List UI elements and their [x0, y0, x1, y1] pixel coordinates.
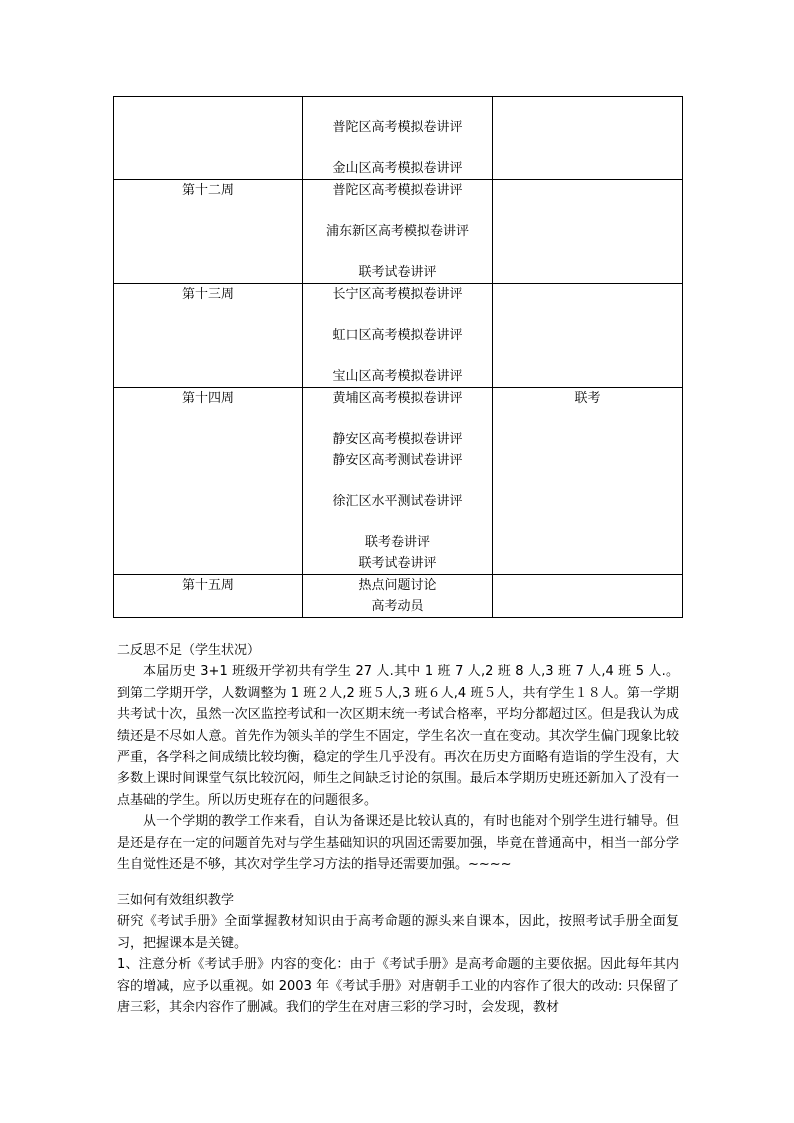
content-item: 静安区高考模拟卷讲评 [332, 432, 463, 447]
note-label: 联考 [574, 391, 601, 406]
content-cell [303, 575, 493, 618]
paragraph: 本届历史 3+1 班级开学初共有学生 27 人.其中 1 班 7 人,2 班 8 人,3 班 7 人,4 班 5 人.。到第二学期开学，人数调整为 1 班２人,2 班５人,3 班６人,4 班５人，共有学生１８人。第一学期共考试十次，虽然一次区监控考试和一次区期末统一考试合格率，平均分都超过区。但是我认为成绩还是不尽如人意。首先作为领头羊的学生不固定，学生名次一直在变动。其次学生偏门现象比较严重，各学科之间成绩比较均衡，稳定的学生几乎没有。再次在历史方面略有造诣的学生没有，大多数上课时间课堂气氛比较沉闷，师生之间缺乏讨论的氛围。最后本学期历史班还新加入了没有一点基础的学生。所以历史班存在的问题很多。 [117, 664, 679, 808]
week-label: 第十三周 [181, 287, 234, 302]
spacer [303, 305, 492, 325]
note-cell [493, 284, 683, 388]
content-item: 热点问题讨论 [358, 578, 437, 593]
week-cell [114, 575, 303, 618]
content-item: 虹口区高考模拟卷讲评 [332, 328, 463, 343]
content-cell [303, 97, 493, 180]
note-cell [493, 180, 683, 284]
note-cell [493, 575, 683, 618]
content-item: 联考试卷讲评 [358, 265, 437, 280]
content-item: 长宁区高考模拟卷讲评 [332, 287, 463, 302]
spacer [303, 346, 492, 366]
content-item: 金山区高考模拟卷讲评 [332, 161, 463, 176]
paragraph: 从一个学期的教学工作来看，自认为备课还是比较认真的，有时也能对个别学生进行辅导。但是还是存在一定的问题首先对与学生基础知识的巩固还需要加强，毕竟在普通高中，相当一部分学生自觉性还是不够，其次对学生学习方法的指导还需要加强。~~~~ [117, 814, 679, 873]
content-item: 浦东新区高考模拟卷讲评 [325, 224, 469, 239]
note-label [493, 575, 682, 596]
paragraph: 1、注意分析《考试手册》内容的变化：由于《考试手册》是高考命题的主要依据。因此每年其内容的增减，应予以重视。如 2003 年《考试手册》对唐朝手工业的内容作了很大的改动: 只保留了唐三彩，其余内容作了删减。我们的学生在对唐三彩的学习时，会发现，教材 [117, 957, 679, 1016]
content-item: 普陀区高考模拟卷讲评 [332, 183, 463, 198]
spacer [303, 138, 492, 158]
content-item: 联考试卷讲评 [358, 556, 437, 571]
week-label: 第十四周 [181, 391, 234, 406]
note-cell [493, 97, 683, 180]
section-reflection [117, 640, 679, 875]
week-cell [114, 284, 303, 388]
content-item: 普陀区高考模拟卷讲评 [332, 120, 463, 135]
spacer [303, 409, 492, 429]
section-heading: 二反思不足（学生状况） [117, 643, 261, 658]
week-label: 第十二周 [181, 183, 234, 198]
content-item: 联考卷讲评 [364, 535, 430, 550]
spacer [303, 242, 492, 262]
content-cell [303, 180, 493, 284]
note-label [493, 97, 682, 118]
table-row [114, 575, 683, 618]
content-item: 宝山区高考模拟卷讲评 [332, 369, 463, 384]
note-label [493, 180, 682, 201]
spacer [303, 512, 492, 532]
schedule-table [113, 96, 683, 618]
week-cell [114, 180, 303, 284]
table-row [114, 388, 683, 575]
week-label [114, 97, 302, 118]
week-label: 第十五周 [181, 578, 234, 593]
content-item: 徐汇区水平测试卷讲评 [332, 494, 463, 509]
schedule-table-body [114, 97, 683, 618]
paragraph: 研究《考试手册》全面掌握教材知识由于高考命题的源头来自课本，因此，按照考试手册全面复习，把握课本是关键。 [117, 914, 679, 951]
content-cell [303, 284, 493, 388]
table-row [114, 284, 683, 388]
content-item: 高考动员 [371, 599, 424, 614]
section-heading: 三如何有效组织教学 [117, 893, 235, 908]
spacer [303, 201, 492, 221]
table-row [114, 97, 683, 180]
content-item: 黄埔区高考模拟卷讲评 [332, 391, 463, 406]
spacer [303, 97, 492, 117]
spacer [303, 471, 492, 491]
week-cell [114, 97, 303, 180]
content-item: 静安区高考测试卷讲评 [332, 453, 463, 468]
note-label [493, 284, 682, 305]
table-row [114, 180, 683, 284]
section-teaching [117, 890, 679, 1018]
week-cell [114, 388, 303, 575]
content-cell [303, 388, 493, 575]
note-cell [493, 388, 683, 575]
